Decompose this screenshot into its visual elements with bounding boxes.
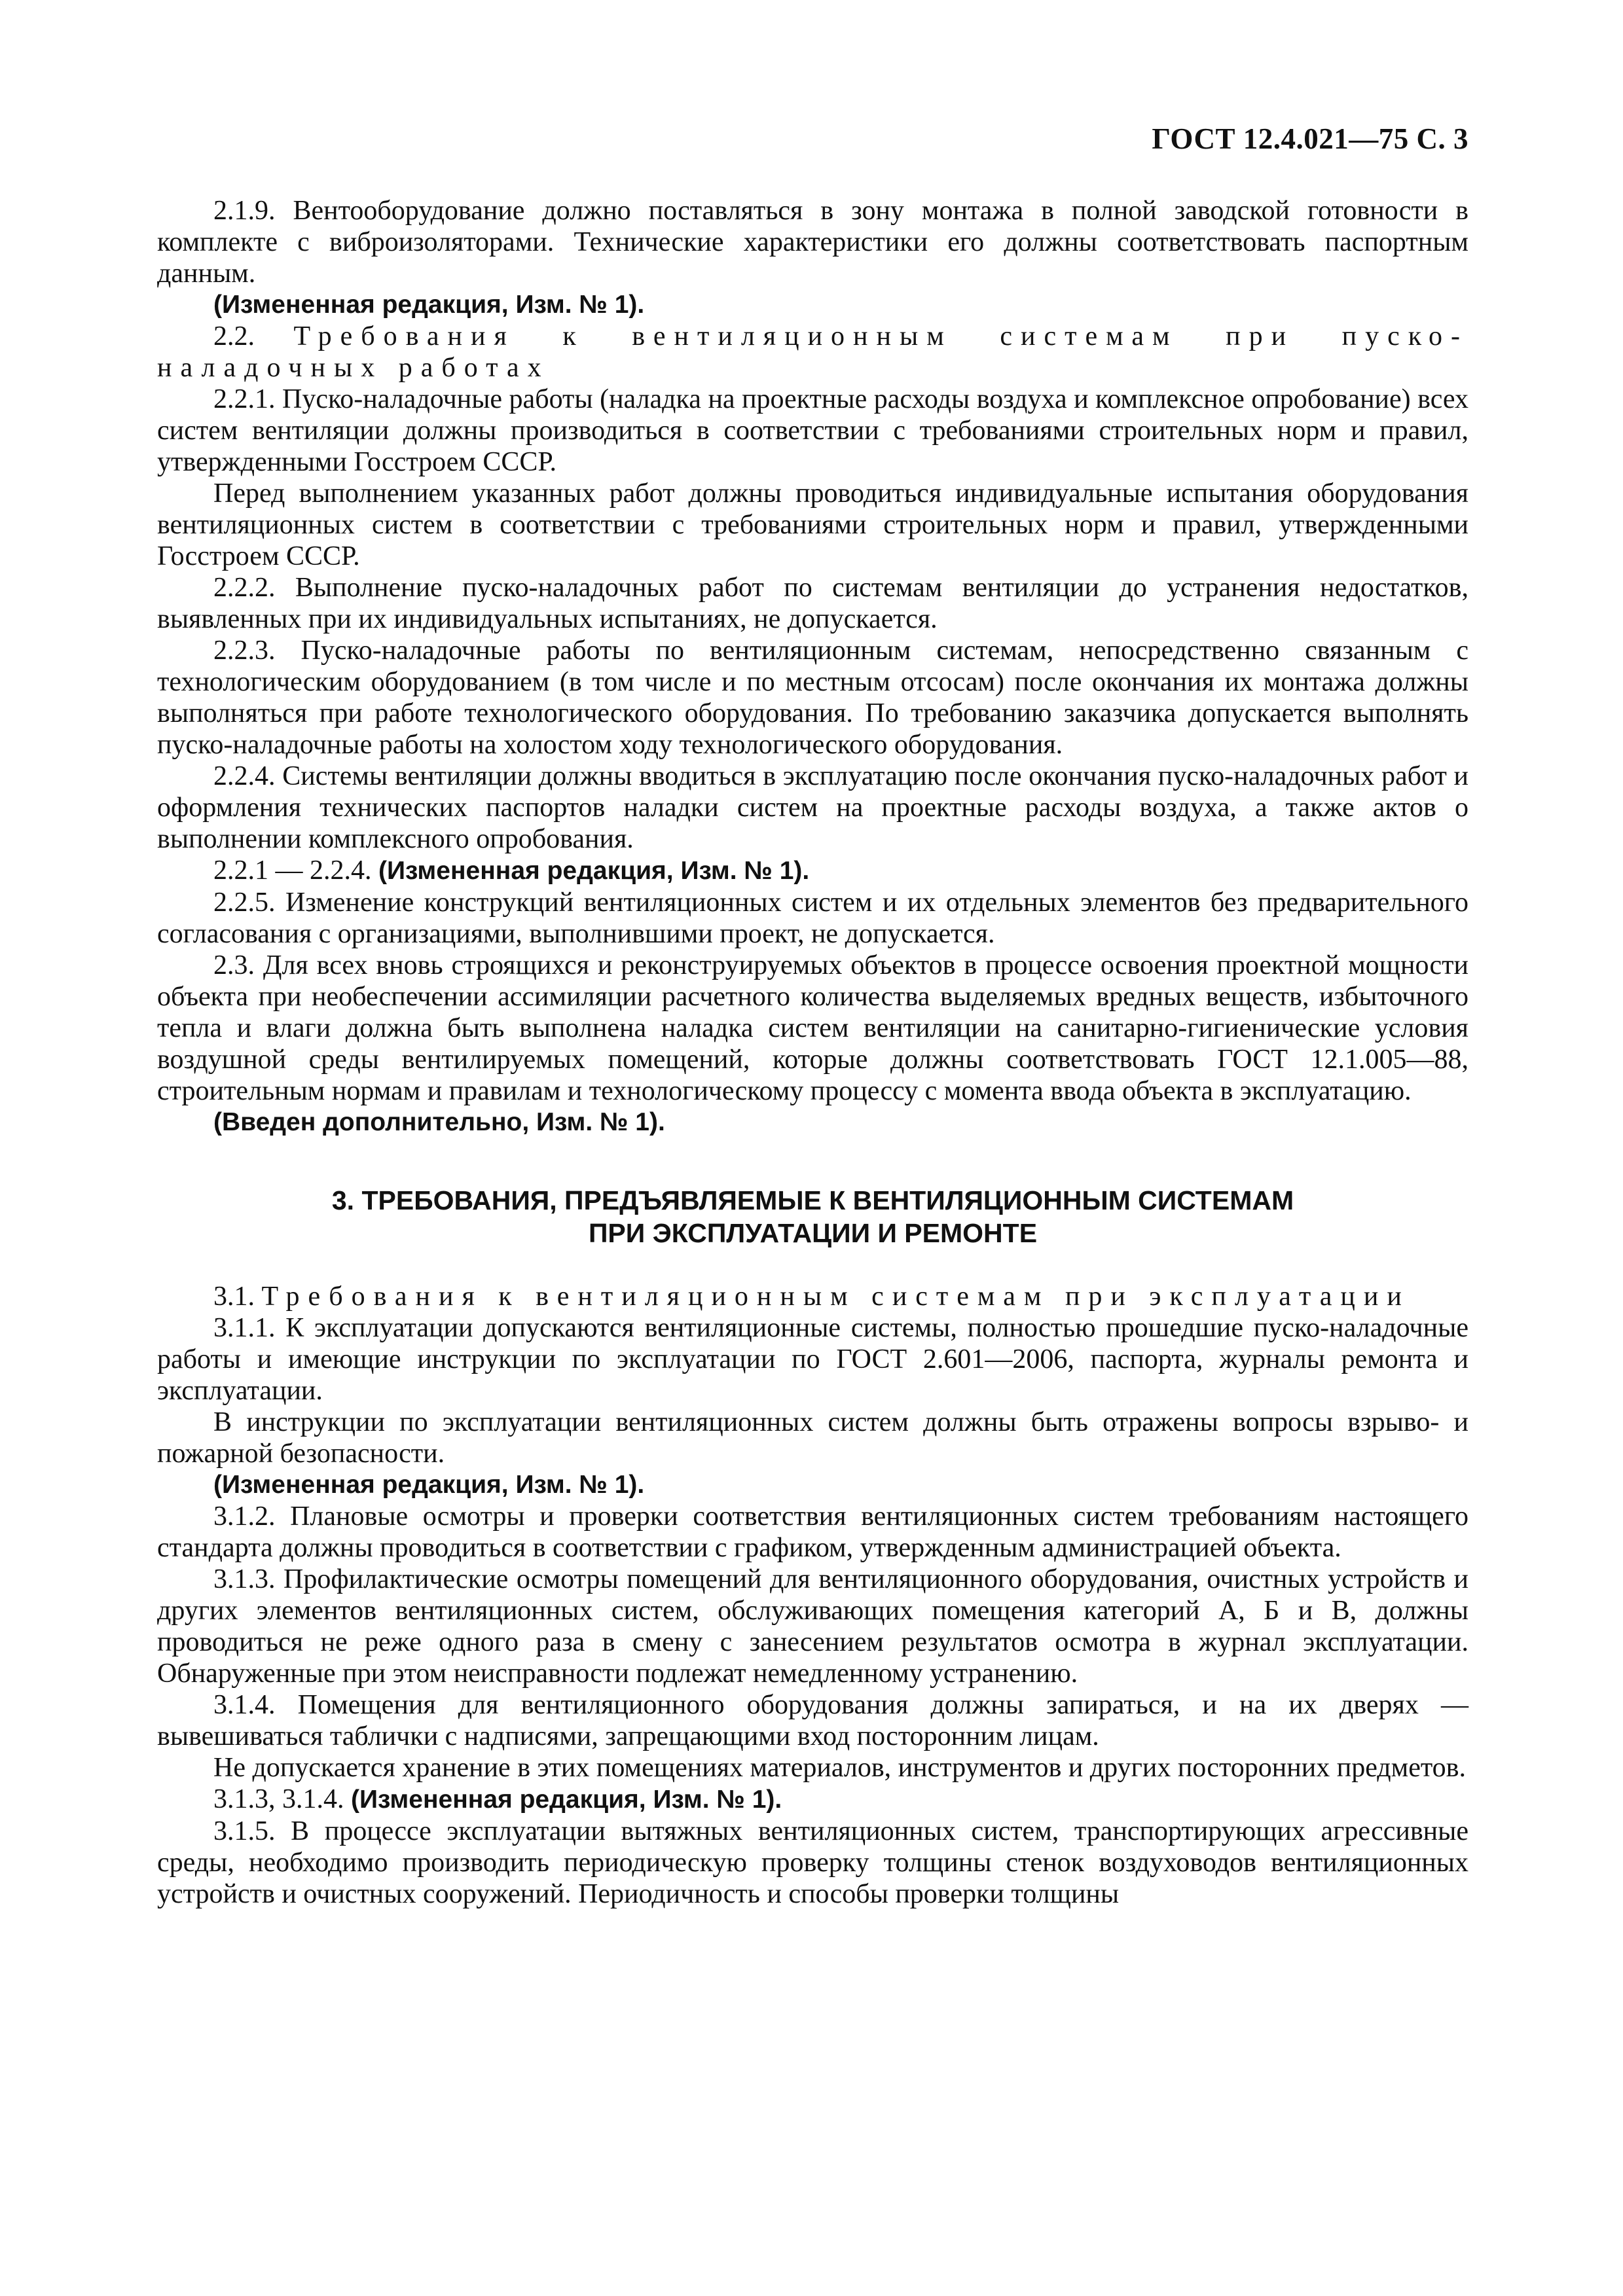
paragraph-3-1-4-continued: Не допускается хранение в этих помещениях материалов, инструментов и других посторонних предметов. <box>213 1753 1467 1783</box>
paragraph-3-1-4: 3.1.4. Помещения для вентиляционного оборудования должны запираться, и на их дверях — вывешиваться таблички с надписями, запрещающими вход посторонним лицам. <box>157 1690 1468 1751</box>
section-title-line: ПРИ ЭКСПЛУАТАЦИИ И РЕМОНТЕ <box>588 1218 1038 1248</box>
amendment-text: (Измененная редакция, Изм. № 1). <box>378 857 810 885</box>
paragraph-3-1-5: 3.1.5. В процессе эксплуатации вытяжных вентиляционных систем, транспортирующих агрессивные среды, необходимо производить периодическую проверку толщины стенок воздуховодов вентиляционных устройств и очистных сооружений. Периодичность и способы проверки толщины <box>157 1816 1468 1909</box>
amendment-note-2-2 <box>157 855 1468 887</box>
subsection-number: 3.1. <box>213 1282 255 1312</box>
subsection-2-2-heading <box>157 321 1468 384</box>
paragraph-3-1-2: 3.1.2. Плановые осмотры и проверки соответствия вентиляционных систем требованиям настоящего стандарта должны проводиться в соответствии с графиком, утвержденным администрацией объекта. <box>157 1501 1468 1563</box>
amendment-note-3-1 <box>157 1784 1468 1816</box>
spacer <box>157 1249 1468 1281</box>
paragraph-2-2-1: 2.2.1. Пуско-наладочные работы (наладка на проектные расходы воздуха и комплексное опробование) всех систем вентиляции должны производиться в соответствии с требованиями строительных норм и правил, утвержденными Госстроем СССР. <box>157 384 1468 477</box>
page-header: ГОСТ 12.4.021—75 С. 3 <box>1152 122 1468 155</box>
paragraph-3-1-1-continued: В инструкции по эксплуатации вентиляционных систем должны быть отражены вопросы взрыво- и пожарной безопасности. <box>157 1407 1468 1469</box>
paragraph-2-1-9: 2.1.9. Вентооборудование должно поставляться в зону монтажа в полной заводской готовности в комплекте с виброизоляторами. Технические характеристики его должны соответствовать паспортным данным. <box>157 196 1468 289</box>
subsection-title: Требования к вентиляционным системам при эксплуатации <box>261 1282 1410 1312</box>
amendment-note: (Измененная редакция, Изм. № 1). <box>213 291 645 319</box>
amendment-range: 2.2.1 — 2.2.4. <box>213 855 372 886</box>
paragraph-3-1-1: 3.1.1. К эксплуатации допускаются вентиляционные системы, полностью прошедшие пуско-наладочные работы и имеющие инструкции по эксплуатации по ГОСТ 2.601—2006, паспорта, журналы ремонта и эксплуатации. <box>157 1313 1468 1406</box>
amendment-text: (Измененная редакция, Изм. № 1). <box>351 1785 782 1814</box>
subsection-title: Требования к вентиляционным системам при пуско-наладочных работах <box>157 321 1469 383</box>
paragraph-2-3: 2.3. Для всех вновь строящихся и реконструируемых объектов в процессе освоения проектной мощности объекта при необеспечении ассимиляции расчетного количества выделяемых вредных веществ, избыточного тепла и влаги должна быть выполнена наладка систем вентиляции на санитарно-гигиенические условия воздушной среды вентилируемых помещений, которые должны соответствовать ГОСТ 12.1.005—88, строительным нормам и правилам и технологическому процессу с момента ввода объекта в эксплуатацию. <box>157 950 1468 1106</box>
paragraph-2-2-4: 2.2.4. Системы вентиляции должны вводиться в эксплуатацию после окончания пуско-наладочных работ и оформления технических паспортов наладки систем на проектные расходы воздуха, а также актов о выполнении комплексного опробования. <box>157 761 1468 854</box>
section-3-title <box>157 1184 1468 1249</box>
amendment-note-3-1-1: (Измененная редакция, Изм. № 1). <box>213 1471 645 1499</box>
amendment-note-2-3: (Введен дополнительно, Изм. № 1). <box>213 1108 665 1136</box>
document-body <box>157 195 1468 1910</box>
paragraph-2-2-3: 2.2.3. Пуско-наладочные работы по вентиляционным системам, непосредственно связанным с технологическим оборудованием (в том числе и по местным отсосам) после окончания их монтажа должны выполняться при работе технологического оборудования. По требованию заказчика допускается выполнять пуско-наладочные работы на холостом ходу технологического оборудования. <box>157 636 1468 760</box>
section-title-line: 3. ТРЕБОВАНИЯ, ПРЕДЪЯВЛЯЕМЫЕ К ВЕНТИЛЯЦИОННЫМ СИСТЕМАМ <box>331 1185 1294 1215</box>
paragraph-2-2-2: 2.2.2. Выполнение пуско-наладочных работ по системам вентиляции до устранения недостатков, выявленных при их индивидуальных испытаниях, не допускается. <box>157 573 1468 634</box>
subsection-number: 2.2. <box>213 321 255 351</box>
paragraph-3-1-3: 3.1.3. Профилактические осмотры помещений для вентиляционного оборудования, очистных устройств и других элементов вентиляционных систем, обслуживающих помещения категорий А, Б и В, должны проводиться не реже одного раза в смену с занесением результатов осмотра в журнал эксплуатации. Обнаруженные при этом неисправности подлежат немедленному устранению. <box>157 1564 1468 1689</box>
subsection-3-1-heading <box>157 1281 1468 1312</box>
paragraph-2-2-1-continued: Перед выполнением указанных работ должны проводиться индивидуальные испытания оборудования вентиляционных систем в соответствии с требованиями строительных норм и правил, утвержденными Госстроем СССР. <box>157 478 1468 571</box>
paragraph-2-2-5: 2.2.5. Изменение конструкций вентиляционных систем и их отдельных элементов без предварительного согласования с организациями, выполнившими проект, не допускается. <box>157 888 1468 949</box>
amendment-range: 3.1.3, 3.1.4. <box>213 1784 344 1814</box>
